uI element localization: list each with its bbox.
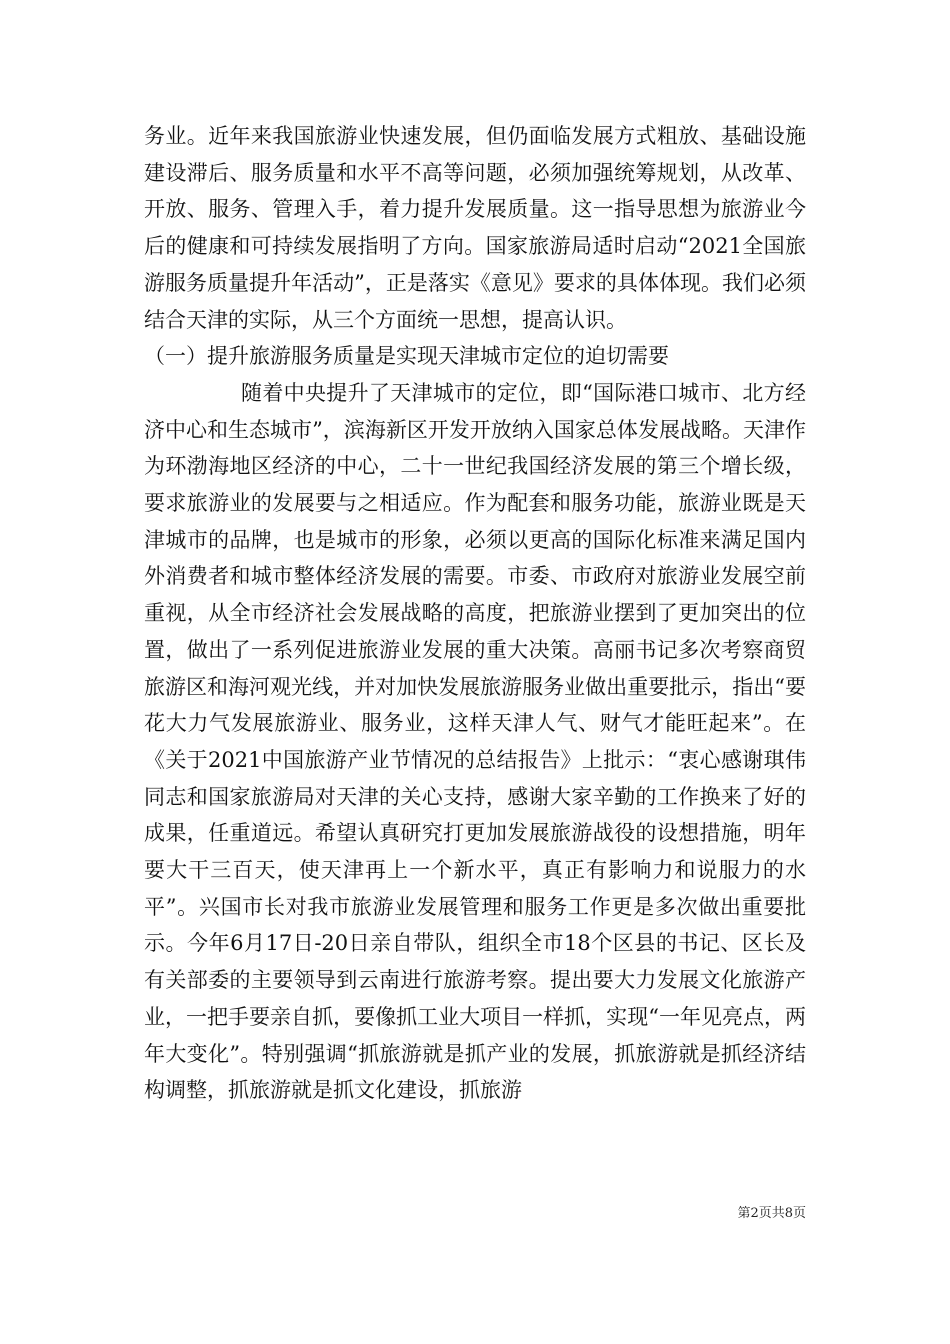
body-paragraph-1: 务业。近年来我国旅游业快速发展，但仍面临发展方式粗放、基础设施建设滞后、服务质量和水平不高等问题，必须加强统筹规划，从改革、开放、服务、管理入手，着力提升发展质量。这一指导思想为旅游业今后的健康和可持续发展指明了方向。国家旅游局适时启动“2021全国旅游服务质量提升年活动”，正是落实《意见》要求的具体体现。我们必须结合天津的实际，从三个方面统一思想，提高认识。 xyxy=(144,124,806,332)
section-heading-1: （一）提升旅游服务质量是实现天津城市定位的迫切需要 xyxy=(144,344,669,369)
page-number-footer: 第2页共8页 xyxy=(737,1206,806,1221)
body-paragraph-2: 随着中央提升了天津城市的定位，即“国际港口城市、北方经济中心和生态城市”，滨海新区开发开放纳入国家总体发展战略。天津作为环渤海地区经济的中心，二十一世纪我国经济发展的第三个增长级，要求旅游业的发展要与之相适应。作为配套和服务功能，旅游业既是天津城市的品牌，也是城市的形象，必须以更高的国际化标准来满足国内外消费者和城市整体经济发展的需要。市委、市政府对旅游业发展空前重视，从全市经济社会发展战略的高度，把旅游业摆到了更加突出的位置，做出了一系列促进旅游业发展的重大决策。高丽书记多次考察商贸旅游区和海河观光线，并对加快发展旅游服务业做出重要批示，指出“要花大力气发展旅游业、服务业，这样天津人气、财气才能旺起来”。在《关于2021中国旅游产业节情况的总结报告》上批示：“衷心感谢琪伟同志和国家旅游局对天津的关心支持，感谢大家辛勤的工作换来了好的成果，任重道远。希望认真研究打更加发展旅游战役的设想措施，明年要大干三百天，使天津再上一个新水平，真正有影响力和说服力的水平”。兴国市长对我市旅游业发展管理和服务工作更是多次做出重要批示。今年6月17日-20日亲自带队，组织全市18个区县的书记、区长及有关部委的主要领导到云南进行旅游考察。提出要大力发展文化旅游产业，一把手要亲自抓，要像抓工业大项目一样抓，实现“一年见亮点，两年大变化”。特别强调“抓旅游就是抓产业的发展，抓旅游就是抓经济结构调整，抓旅游就是抓文化建设，抓旅游 xyxy=(144,380,806,1103)
document-body xyxy=(144,118,806,1109)
